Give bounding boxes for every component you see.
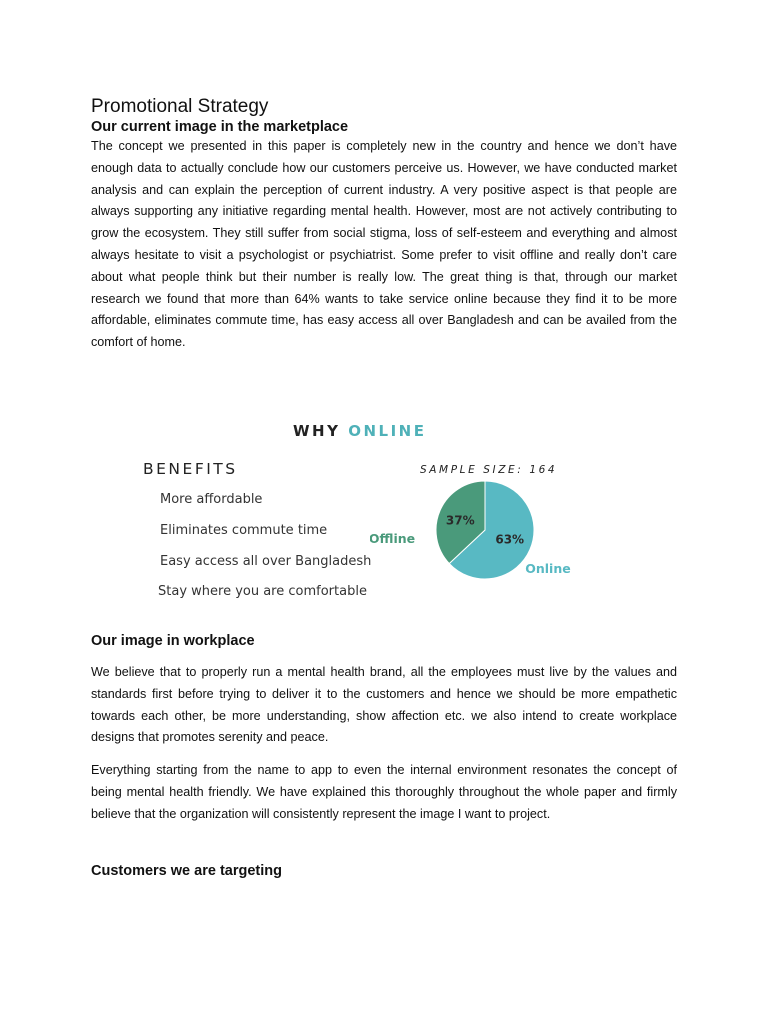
- infographic-title: [293, 422, 426, 440]
- infographic-title-prefix: WHY: [293, 422, 341, 440]
- benefits-heading: BENEFITS: [143, 460, 238, 478]
- benefit-item: Stay where you are comfortable: [158, 584, 367, 599]
- page-title: Promotional Strategy: [91, 96, 269, 117]
- pie-category-label-online: Online: [525, 561, 571, 576]
- benefit-item: Eliminates commute time: [160, 523, 328, 538]
- heading-workplace-image: Our image in workplace: [91, 633, 255, 649]
- benefit-item: Easy access all over Bangladesh: [160, 554, 372, 569]
- infographic-title-accent: ONLINE: [348, 422, 427, 440]
- heading-target-customers: Customers we are targeting: [91, 863, 282, 879]
- why-online-infographic: [140, 420, 580, 610]
- sample-size-label: SAMPLE SIZE: 164: [420, 464, 558, 476]
- pie-value-label-offline: 37%: [445, 513, 475, 528]
- benefit-item: More affordable: [160, 492, 263, 507]
- pie-value-label-online: 63%: [495, 532, 525, 547]
- paragraph-workplace-2: Everything starting from the name to app to even the internal environment resonates the concept of being mental health friendly. We have explained this thoroughly throughout the whole paper and firmly believe that the organization will consistently represent the image I want to project.: [91, 763, 677, 821]
- paragraph-marketplace: The concept we presented in this paper is completely new in the country and hence we don’t have enough data to actually conclude how our customers perceive us. However, we have conducted market analysis and can explain the perception of current industry. A very positive aspect is that people are always supporting any initiative regarding mental health. However, most are not actively contributing to grow the ecosystem. They still suffer from social stigma, loss of self-esteem and everything and almost always hesitate to visit a psychologist or psychiatrist. Some prefer to visit offline and really don’t care about what people think but their number is really low. The great thing is that, through our market research we found that more than 64% wants to take service online because they find it to be more affordable, eliminates commute time, has easy access all over Bangladesh and can be availed from the comfort of home.: [91, 139, 677, 350]
- pie-category-label-offline: Offline: [370, 531, 416, 546]
- pie-chart: [370, 480, 580, 600]
- pie-chart-svg: [370, 480, 580, 600]
- paragraph-workplace-1: We believe that to properly run a mental health brand, all the employees must live by the values and standards first before trying to deliver it to the customers and hence we should be more empathetic towards each other, be more understanding, show affection etc. we also intend to create workplace designs that promotes serenity and peace.: [91, 665, 677, 745]
- heading-marketplace-image: Our current image in the marketplace: [91, 119, 349, 135]
